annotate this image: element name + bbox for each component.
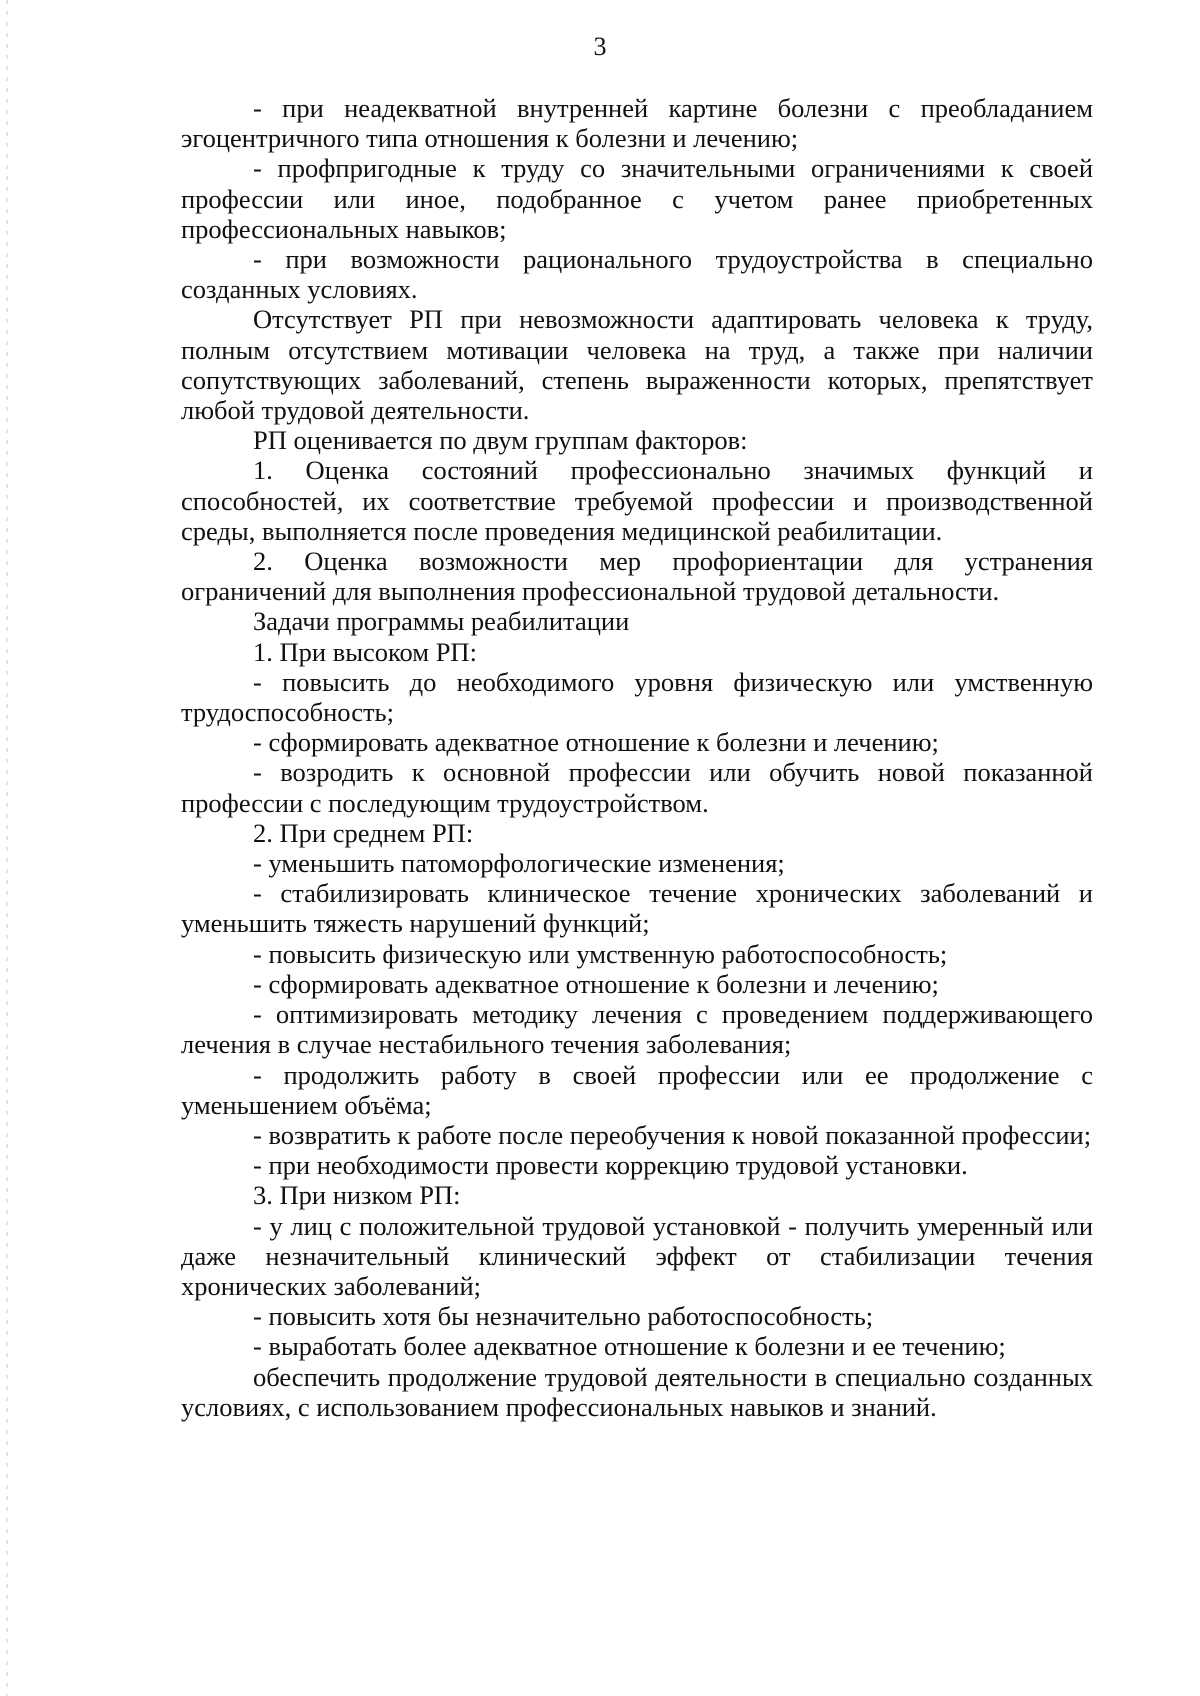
- paragraph-10: - повысить до необходимого уровня физическую или умственную трудоспособность;: [181, 666, 1093, 728]
- page-number: 3: [593, 32, 607, 61]
- paragraph-7: 2. Оценка возможности мер профориентации для устранения ограничений для выполнения профессиональной трудовой детальности.: [181, 546, 1093, 607]
- paragraph-16: - повысить физическую или умственную работоспособность;: [253, 938, 948, 969]
- paragraph-9: 1. При высоком РП:: [253, 636, 477, 667]
- paragraph-11: - сформировать адекватное отношение к болезни и лечению;: [253, 727, 939, 758]
- paragraph-1: - при неадекватной внутренней картине болезни с преобладанием эгоцентричного типа отношения к болезни и лечению;: [181, 93, 1093, 154]
- paragraph-6: 1. Оценка состояний профессионально значимых функций и способностей, их соответствие требуемой профессии и производственной среды, выполняется после проведения медицинской реабилитации.: [181, 455, 1093, 546]
- paragraph-3: - при возможности рационального трудоустройства в специально созданных условиях.: [181, 244, 1093, 305]
- paragraph-18: - оптимизировать методику лечения с проведением поддерживающего лечения в случае нестабильного течения заболевания;: [181, 999, 1093, 1060]
- body-text: [181, 93, 1093, 1422]
- paragraph-13: 2. При среднем РП:: [253, 817, 474, 848]
- paragraph-20: - возвратить к работе после переобучения к новой показанной профессии;: [253, 1119, 1092, 1150]
- paragraph-26: обеспечить продолжение трудовой деятельности в специально созданных условиях, с использованием профессиональных навыков и знаний.: [181, 1361, 1093, 1422]
- paragraph-8: Задачи программы реабилитации: [253, 606, 630, 637]
- scan-edge-mark: [6, 0, 8, 1696]
- paragraph-19: - продолжить работу в своей профессии или ее продолжение с уменьшением объёма;: [181, 1059, 1093, 1120]
- paragraph-5: РП оценивается по двум группам факторов:: [253, 425, 748, 456]
- paragraph-25: - выработать более адекватное отношение к болезни и ее течению;: [253, 1331, 1006, 1362]
- paragraph-22: 3. При низком РП:: [253, 1180, 461, 1211]
- paragraph-23: - у лиц с положительной трудовой установкой - получить умеренный или даже незначительный клинический эффект от стабилизации течения хронических заболеваний;: [181, 1210, 1093, 1301]
- paragraph-14: - уменьшить патоморфологические изменения;: [253, 848, 785, 879]
- paragraph-4: Отсутствует РП при невозможности адаптировать человека к труду, полным отсутствием мотивации человека на труд, а также при наличии сопутствующих заболеваний, степень выраженности которых, препятствует любой трудовой деятельности.: [181, 304, 1093, 426]
- paragraph-24: - повысить хотя бы незначительно работоспособность;: [253, 1301, 874, 1332]
- paragraph-12: - возродить к основной профессии или обучить новой показанной профессии с последующим трудоустройством.: [181, 757, 1093, 818]
- paragraph-15: - стабилизировать клиническое течение хронических заболеваний и уменьшить тяжесть нарушений функций;: [181, 878, 1093, 939]
- paragraph-17: - сформировать адекватное отношение к болезни и лечению;: [253, 968, 939, 999]
- paragraph-2: - профпригодные к труду со значительными ограничениями к своей профессии или иное, подобранное с учетом ранее приобретенных профессиональных навыков;: [181, 153, 1093, 244]
- paragraph-21: - при необходимости провести коррекцию трудовой установки.: [253, 1150, 968, 1181]
